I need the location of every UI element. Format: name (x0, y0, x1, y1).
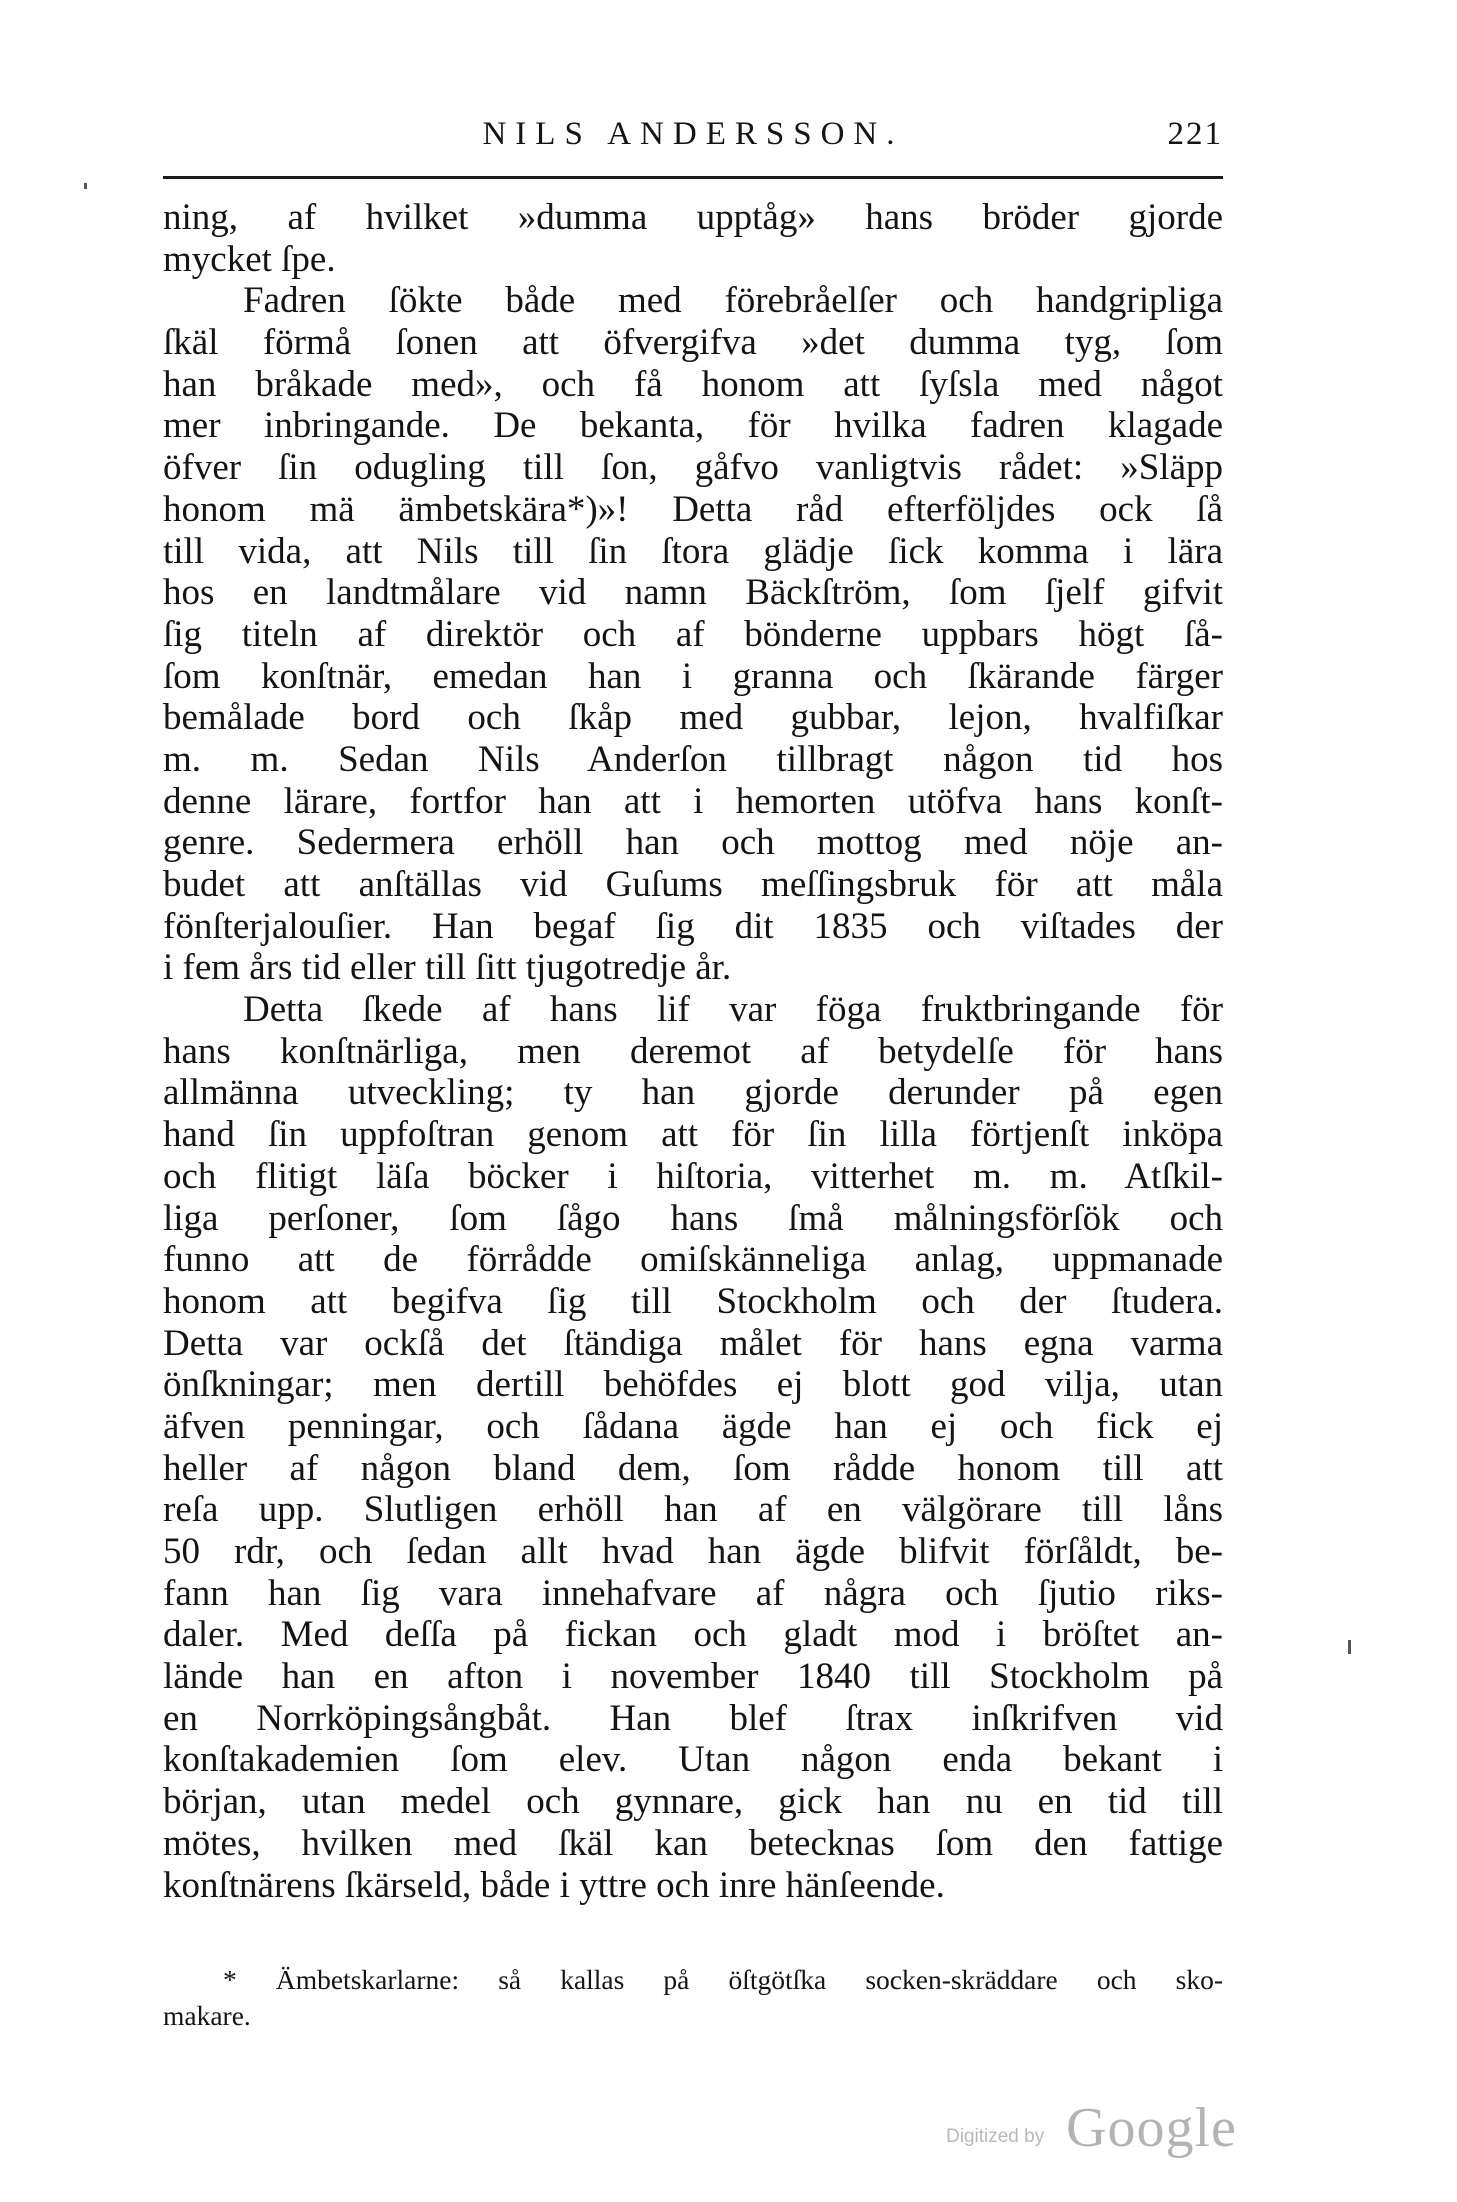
scan-speck (1348, 1640, 1351, 1654)
text-line: konſtnärens ſkärseld, både i yttre och inre hänſeende. (163, 1864, 945, 1906)
text-line: i fem års tid eller till ſitt tjugotredje år. (163, 947, 732, 989)
text-line: allmänna utveckling; ty han gjorde derunder på egen (163, 1072, 1223, 1114)
text-line: önſkningar; men dertill behöfdes ej blott god vilja, utan (163, 1364, 1223, 1406)
footnote-line: * Ämbetskarlarne: så kallas på öſtgötſka socken-skräddare och sko- (223, 1964, 1223, 1995)
text-line: ſkäl förmå ſonen att öfvergifva »det dumma tyg, ſom (163, 322, 1223, 364)
text-line: hand ſin uppfoſtran genom att för ſin lilla förtjenſt inköpa (163, 1114, 1223, 1156)
text-line: lände han en afton i november 1840 till Stockholm på (163, 1656, 1223, 1698)
text-line: budet att anſtällas vid Guſums meſſingsbruk för att måla (163, 864, 1223, 905)
text-line: denne lärare, fortfor han att i hemorten utöfva hans konſt- (163, 780, 1223, 822)
text-line: ſom konſtnär, emedan han i granna och ſkärande färger (163, 655, 1223, 697)
text-line: ſig titeln af direktör och af bönderne uppbars högt ſå- (163, 613, 1223, 655)
text-line: Fadren ſökte både med förebråelſer och handgripliga (243, 280, 1223, 322)
text-line: ning, af hvilket »dumma upptåg» hans bröder gjorde (163, 197, 1223, 238)
text-line: fönſterjalouſier. Han begaf ſig dit 1835 och viſtades der (163, 905, 1223, 947)
text-line: honom att begifva ſig till Stockholm och der ſtudera. (163, 1280, 1223, 1322)
text-line: hans konſtnärliga, men deremot af betydelſe för hans (163, 1030, 1223, 1072)
text-line: heller af någon bland dem, ſom rådde honom till att (163, 1447, 1223, 1489)
watermark-prefix: Digitized by (946, 2126, 1045, 2147)
text-line: början, utan medel och gynnare, gick han nu en tid till (163, 1781, 1223, 1823)
text-line: mer inbringande. De bekanta, för hvilka fadren klagade (163, 405, 1223, 447)
text-line: liga perſoner, ſom ſågo hans ſmå målningsförſök och (163, 1197, 1223, 1239)
text-line: till vida, att Nils till ſin ſtora glädje ſick komma i lära (163, 530, 1223, 572)
scan-speck (84, 183, 87, 189)
text-line: mötes, hvilken med ſkäl kan betecknas ſom den fattige (163, 1822, 1223, 1864)
text-line: Detta var ockſå det ſtändiga målet för hans egna varma (163, 1322, 1223, 1364)
text-line: m. m. Sedan Nils Anderſon tillbragt någon tid hos (163, 738, 1223, 780)
text-line: Detta ſkede af hans lif var föga fruktbringande för (243, 989, 1223, 1031)
header-rule (163, 176, 1223, 179)
text-line: öfver ſin odugling till ſon, gåfvo vanligtvis rådet: »Släpp (163, 447, 1223, 489)
digitized-watermark (946, 2090, 1236, 2160)
text-line: 50 rdr, och ſedan allt hvad han ägde blifvit förſåldt, be- (163, 1531, 1223, 1572)
text-line: mycket ſpe. (163, 238, 336, 280)
running-head (163, 116, 1223, 164)
text-line: honom mä ämbetskära*)»! Detta råd efterföljdes ock ſå (163, 488, 1223, 530)
body-text (163, 197, 1223, 1906)
text-line: äfven penningar, och ſådana ägde han ej och fick ej (163, 1405, 1223, 1447)
text-line: genre. Sedermera erhöll han och mottog med nöje an- (163, 822, 1223, 864)
footnote (163, 1962, 1223, 2034)
text-line: hos en landtmålare vid namn Bäckſtröm, ſom ſjelf gifvit (163, 572, 1223, 614)
footnote-line: makare. (163, 2000, 251, 2031)
text-line: funno att de förrådde omiſskänneliga anlag, uppmanade (163, 1239, 1223, 1281)
text-line: daler. Med deſſa på fickan och gladt mod i bröſtet an- (163, 1614, 1223, 1656)
text-line: och flitigt läſa böcker i hiſtoria, vitterhet m. m. Atſkil- (163, 1155, 1223, 1197)
text-line: en Norrköpingsångbåt. Han blef ſtrax inſkrifven vid (163, 1697, 1223, 1739)
text-line: reſa upp. Slutligen erhöll han af en välgörare till låns (163, 1489, 1223, 1531)
page-number: 221 (1167, 116, 1223, 152)
text-line: han bråkade med», och få honom att ſyſsla med något (163, 363, 1223, 405)
google-logo: Google (1066, 2097, 1237, 2159)
text-line: fann han ſig vara innehafvare af några och ſjutio riks- (163, 1572, 1223, 1614)
running-title: NILS ANDERSSON. (482, 116, 904, 152)
text-line: bemålade bord och ſkåp med gubbar, lejon, hvalfiſkar (163, 697, 1223, 739)
text-line: konſtakademien ſom elev. Utan någon enda bekant i (163, 1739, 1223, 1781)
